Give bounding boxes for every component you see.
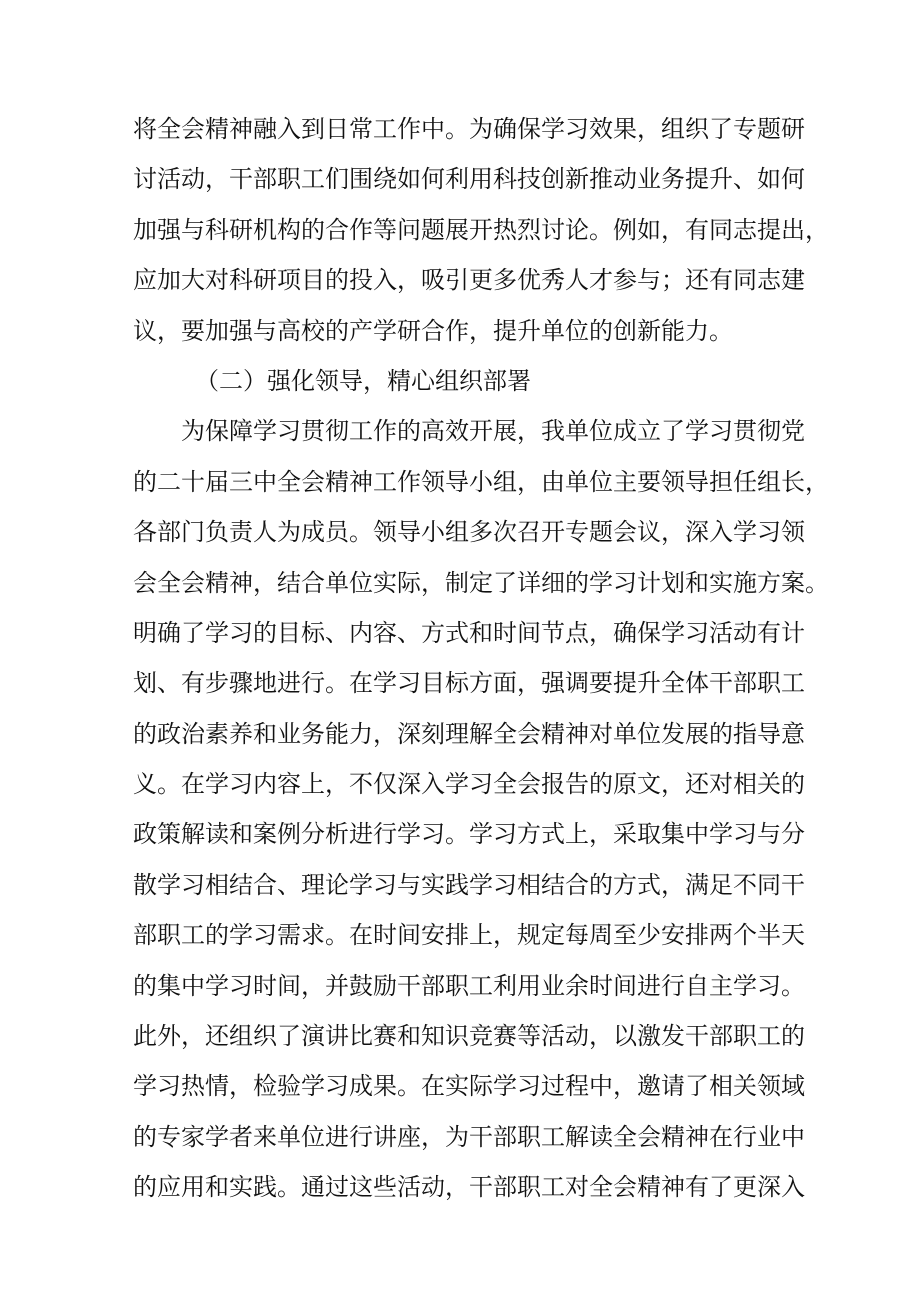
paragraph-line: 划、有步骤地进行。在学习目标方面，强调要提升全体干部职工: [133, 669, 805, 698]
paragraph-line: 散学习相结合、理论学习与实践学习相结合的方式，满足不同干: [133, 870, 805, 899]
paragraph-line: 应加大对科研项目的投入，吸引更多优秀人才参与；还有同志建: [133, 266, 805, 295]
paragraph-line: 部职工的学习需求。在时间安排上，规定每周至少安排两个半天: [133, 921, 805, 950]
paragraph-line: 各部门负责人为成员。领导小组多次召开专题会议，深入学习领: [133, 518, 805, 547]
paragraph-line: 的政治素养和业务能力，深刻理解全会精神对单位发展的指导意: [133, 719, 805, 748]
paragraph-line: 讨活动，干部职工们围绕如何利用科技创新推动业务提升、如何: [133, 165, 805, 194]
paragraph-line: 此外，还组织了演讲比赛和知识竞赛等活动，以激发干部职工的: [133, 1022, 805, 1051]
paragraph-line: 会全会精神，结合单位实际，制定了详细的学习计划和实施方案。: [133, 568, 829, 597]
paragraph-line: 的应用和实践。通过这些活动，干部职工对全会精神有了更深入: [133, 1173, 805, 1202]
section-heading: （二）强化领导，精心组织部署: [195, 366, 531, 395]
paragraph-line: 的专家学者来单位进行讲座，为干部职工解读全会精神在行业中: [133, 1122, 805, 1151]
paragraph-line: 为保障学习贯彻工作的高效开展，我单位成立了学习贯彻党: [181, 417, 805, 446]
paragraph-line: 学习热情，检验学习成果。在实际学习过程中，邀请了相关领域: [133, 1072, 805, 1101]
paragraph-line: 明确了学习的目标、内容、方式和时间节点，确保学习活动有计: [133, 618, 805, 647]
paragraph-line: 义。在学习内容上，不仅深入学习全会报告的原文，还对相关的: [133, 770, 805, 799]
paragraph-line: 加强与科研机构的合作等问题展开热烈讨论。例如，有同志提出，: [133, 215, 829, 244]
paragraph-line: 的集中学习时间，并鼓励干部职工利用业余时间进行自主学习。: [133, 971, 805, 1000]
paragraph-line: 议，要加强与高校的产学研合作，提升单位的创新能力。: [133, 316, 733, 345]
paragraph-line: 将全会精神融入到日常工作中。为确保学习效果，组织了专题研: [133, 115, 805, 143]
paragraph-line: 的二十届三中全会精神工作领导小组，由单位主要领导担任组长，: [133, 467, 829, 496]
document-body: [133, 104, 829, 1213]
paragraph-line: 政策解读和案例分析进行学习。学习方式上，采取集中学习与分: [133, 820, 805, 849]
